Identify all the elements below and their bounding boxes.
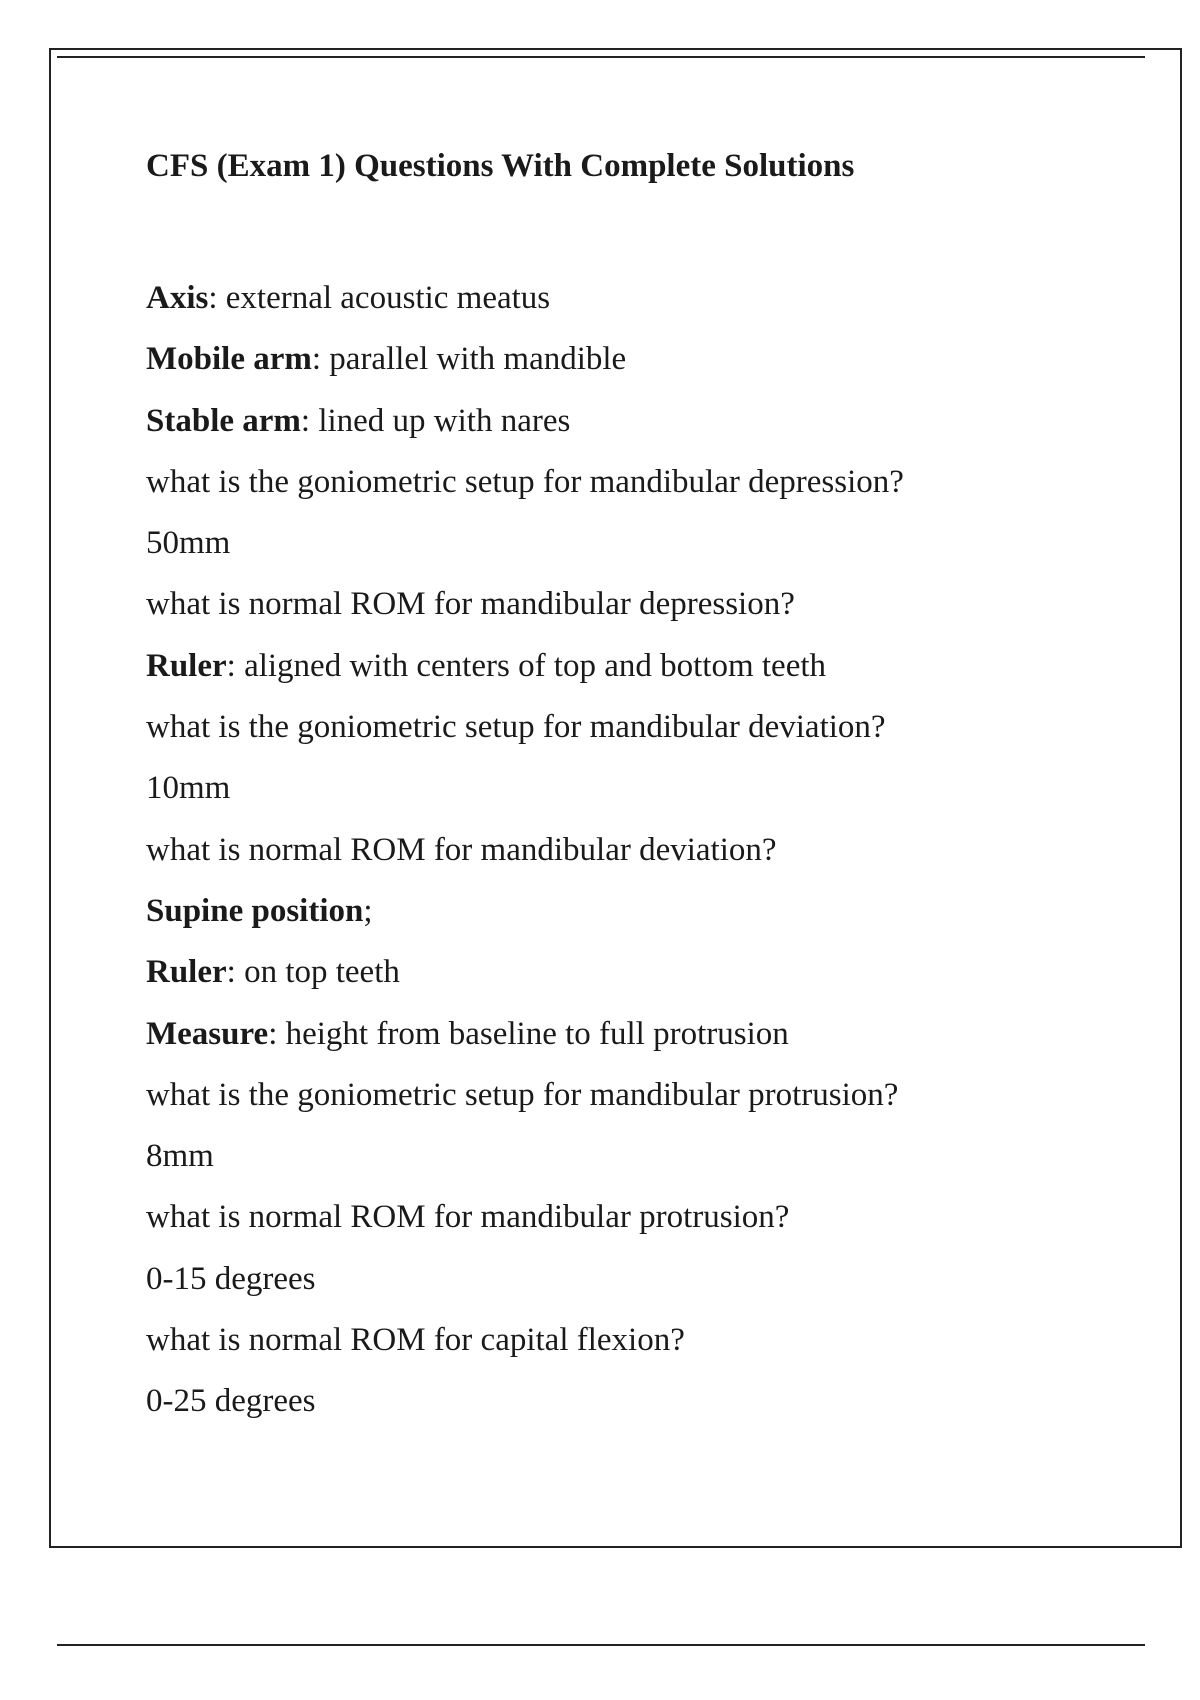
bottom-rule <box>57 1644 1145 1646</box>
qa-line-text: what is the goniometric setup for mandibular depression? <box>146 463 904 500</box>
qa-list <box>146 268 904 1433</box>
qa-line <box>146 1126 904 1187</box>
qa-line-text: what is the goniometric setup for mandibular protrusion? <box>146 1076 899 1113</box>
qa-line-text: lined up with nares <box>310 402 571 439</box>
qa-line-text: 0-15 degrees <box>146 1260 316 1297</box>
qa-line <box>146 1371 904 1432</box>
qa-line-text: 10mm <box>146 770 231 807</box>
qa-line: Axis: external acoustic meatus <box>146 280 551 316</box>
qa-line: Mobile arm: parallel with mandible <box>146 341 627 378</box>
qa-line-text: parallel with mandible <box>321 341 627 378</box>
qa-line <box>146 452 904 513</box>
qa-line-label: Mobile arm <box>146 341 312 378</box>
document-title: CFS (Exam 1) Questions With Complete Solutions <box>146 148 855 184</box>
qa-line-text: what is the goniometric setup for mandibular deviation? <box>146 709 886 746</box>
qa-line-text: aligned with centers of top and bottom teeth <box>235 647 827 684</box>
qa-line-text: what is normal ROM for mandibular depression? <box>146 586 795 623</box>
qa-line <box>146 513 904 574</box>
qa-line-label: Axis <box>146 280 209 316</box>
qa-line: Measure: height from baseline to full protrusion <box>146 1015 789 1052</box>
qa-line <box>146 820 904 881</box>
qa-line: Stable arm: lined up with nares <box>146 402 571 439</box>
qa-line <box>146 1310 904 1371</box>
qa-line: Ruler: on top teeth <box>146 954 400 991</box>
qa-line-text: external acoustic meatus <box>217 280 551 316</box>
qa-line-text: what is normal ROM for capital flexion? <box>146 1322 685 1359</box>
qa-line: Supine position; <box>146 892 373 929</box>
qa-line-label: Stable arm <box>146 402 301 439</box>
qa-line <box>146 1187 904 1248</box>
qa-line-label: Supine position <box>146 892 364 929</box>
qa-line-label: Measure <box>146 1015 269 1052</box>
qa-line-text: on top teeth <box>235 954 400 991</box>
qa-line-text: height from baseline to full protrusion <box>277 1015 789 1052</box>
qa-line-label: Ruler <box>146 647 227 684</box>
qa-line-text: what is normal ROM for mandibular protrusion? <box>146 1199 790 1236</box>
qa-line <box>146 697 904 758</box>
qa-line <box>146 1249 904 1310</box>
qa-line-label: Ruler <box>146 954 227 991</box>
qa-line <box>146 758 904 819</box>
qa-line: Ruler: aligned with centers of top and bottom teeth <box>146 647 827 684</box>
qa-line-text: 50mm <box>146 525 231 562</box>
top-rule <box>57 56 1145 58</box>
qa-line-text: 8mm <box>146 1138 214 1175</box>
qa-line <box>146 574 904 635</box>
qa-line-text: what is normal ROM for mandibular deviation? <box>146 831 777 868</box>
qa-line <box>146 1065 904 1126</box>
qa-line-text: 0-25 degrees <box>146 1383 316 1420</box>
